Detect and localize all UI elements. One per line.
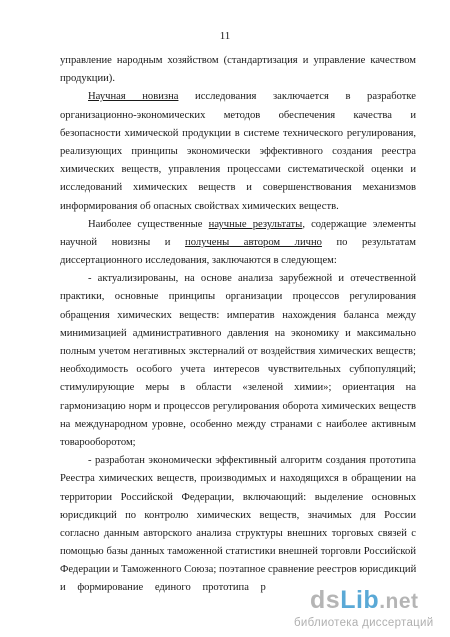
text-line: организационно-экономических методов обеспечения качества и [60, 109, 416, 121]
author-before: научной новизны и [60, 236, 171, 248]
text-line: - актуализированы, на основе анализа зарубежной и отечественной [88, 273, 416, 285]
novelty-line [60, 88, 416, 106]
author-after: по результатам [336, 236, 417, 248]
text-line: безопасности химической продукции в системе технического регулирования, [60, 127, 416, 139]
last-text-line: и формирование единого прототипа р [60, 582, 266, 594]
results-after: , содержащие элементы [302, 218, 417, 230]
text-line: обращения химических веществ: императив нахождения баланса между [60, 309, 416, 321]
text-line: продукции). [60, 73, 115, 85]
page-number: 11 [219, 30, 231, 42]
text-line: гармонизацию норм и процессов регулирования оборота химических веществ [60, 400, 416, 412]
results-term: научные результаты [208, 218, 303, 230]
text-line: диссертационного исследования, заключаются в следующем: [60, 255, 337, 267]
results-line [60, 216, 416, 234]
watermark-logo: dsLib.net [310, 586, 419, 614]
text-line: согласно данным авторского анализа структуры внешних торговых связей с [60, 527, 416, 539]
text-line: практики, основные принципы организации процессов регулирования [60, 291, 416, 303]
novelty-term: Научная новизна [88, 91, 179, 103]
text-line: юрисдикций по контролю химических веществ, значимых для России [60, 509, 416, 521]
author-term: получены автором лично [185, 236, 322, 248]
results-before: Наиболее существенные [88, 218, 203, 230]
watermark-subtitle: библиотека диссертаций [294, 617, 434, 629]
text-line: реализующих принципы экономически эффективного создания реестра [60, 145, 416, 157]
text-line: химических веществ, управления процессами систематической оценки и [60, 164, 416, 176]
novelty-rest: исследования заключается в разработке [195, 91, 416, 103]
text-line: Реестра химических веществ, производимых и находящихся в обращении на [60, 473, 416, 485]
text-line: Федерации и Таможенного Союза; поэтапное сравнение реестров юрисдикций [60, 564, 417, 576]
text-line: полным учетом негативных экстерналий от воздействия химических веществ; [60, 346, 416, 357]
text-line: стимулирующие меры в области «зеленой химии»; ориентация на [60, 382, 416, 394]
text-line: исследований химических веществ и совершенствования механизмов [60, 182, 416, 194]
page-body [60, 52, 416, 598]
dslib-watermark [288, 586, 448, 634]
text-line: помощью базы данных таможенной статистики внешней торговли Российской [60, 546, 416, 558]
text-line: - разработан экономически эффективный алгоритм создания прототипа [88, 455, 416, 467]
text-line: минимизацией административного давления на экономику и максимально [60, 327, 416, 339]
text-line: территории Российской Федерации, включающий: выделение основных [60, 491, 416, 503]
text-line: управление народным хозяйством (стандартизация и управление качеством [60, 55, 416, 66]
text-line: товарооборотом; [60, 436, 136, 448]
text-line: необходимость особого учета интересов чувствительных субпопуляций; [60, 364, 416, 376]
author-line [60, 234, 416, 252]
text-line: информирования об опасных свойствах химических веществ. [60, 200, 339, 212]
text-line: на международном уровне, особенно между странами с наиболее активным [60, 418, 416, 430]
